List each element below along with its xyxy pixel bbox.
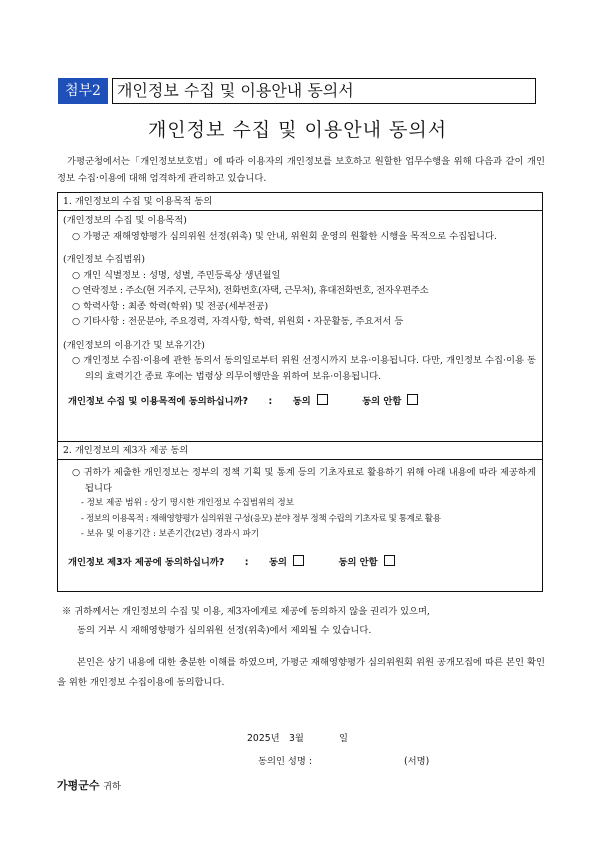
- signature-label: 동의인 성명 :: [258, 756, 312, 767]
- period-item: ○ 개인정보 수집·이용에 관한 동의서 동의일로부터 위원 선정시까지 보유·이용됩니다. 다만, 개인정보 수집·이용 동의의 효력기간 종료 후에는 법령상 의무이행만을 위하여 보유·이용됩니다.: [72, 355, 536, 382]
- third-party-sub-item: - 보유 및 이용기간 : 보존기간(2년) 경과시 파기: [81, 529, 260, 539]
- third-party-sub-item: - 정보 제공 범위 : 상기 명시한 개인정보 수집범위의 정보: [81, 498, 295, 508]
- recipient: [57, 777, 121, 793]
- question-text: 개인정보 수집 및 이용목적에 동의하십니까?: [68, 396, 248, 407]
- page-title: 개인정보 수집 및 이용안내 동의서: [147, 119, 448, 141]
- disagree-checkbox[interactable]: [407, 394, 418, 405]
- disagree-label: 동의 안함: [338, 556, 378, 568]
- scope-heading: (개인정보 수집범위): [63, 254, 146, 265]
- colon: :: [244, 556, 249, 568]
- date-year: 2025년: [247, 733, 280, 744]
- disagree-checkbox[interactable]: [384, 555, 395, 566]
- rights-note: [62, 602, 542, 640]
- agree-checkbox[interactable]: [293, 555, 304, 566]
- scope-item: ○ 기타사항 : 전문분야, 주요경력, 자격사항, 학력, 위원회・자문활동, 주요저서 등: [72, 316, 404, 327]
- period-heading: (개인정보의 이용기간 및 보유기간): [63, 339, 205, 351]
- collection-consent-question: [63, 394, 536, 410]
- scope-item: ○ 개인 식별정보 : 성명, 성별, 주민등록상 생년월일: [72, 269, 281, 281]
- note-line: ※ 귀하께서는 개인정보의 수집 및 이용, 제3자에게로 제공에 동의하지 않을 권리가 있으며,: [62, 606, 430, 617]
- purpose-heading: (개인정보의 수집 및 이용목적): [63, 215, 187, 226]
- agree-label: 동의: [292, 396, 311, 407]
- intro-paragraph: 가평군청에서는「개인정보보호법」에 따라 이용자의 개인정보를 보호하고 원할한 업무수행을 위해 다음과 같이 개인정보 수집·이용에 대해 엄격하게 관리하고 있습니다.: [57, 156, 545, 184]
- scope-item: ○ 연락정보 : 주소(현 거주지, 근무처), 전화번호(자택, 근무처), 휴대전화번호, 전자우편주소: [72, 285, 429, 296]
- attachment-title: 개인정보 수집 및 이용안내 동의서: [112, 78, 536, 104]
- date-month: 3월: [289, 733, 304, 744]
- section1-header: 1. 개인정보의 수집 및 이용목적 동의: [58, 193, 542, 211]
- third-party-sub-item: - 정보의 이용목적 : 재해영향평가 심의위원 구성(응모) 분야 정부 정책 수립의 기초자료 및 통계로 활용: [81, 513, 441, 524]
- recipient-suffix: 귀하: [103, 781, 121, 792]
- purpose-item: ○ 가평군 재해영향평가 심의위원 선정(위촉) 및 안내, 위원회 운영의 원활한 시행을 목적으로 수집됩니다.: [72, 230, 497, 242]
- agree-label: 동의: [269, 556, 287, 568]
- section2-header: 2. 개인정보의 제3자 제공 동의: [58, 442, 542, 460]
- section-collection-consent: [57, 192, 543, 442]
- signature-mark: (서명): [404, 756, 430, 767]
- scope-item: ○ 학력사항 : 최종 학력(학위) 및 전공(세부전공): [72, 300, 269, 312]
- section-third-party-consent: [57, 441, 543, 592]
- colon: :: [268, 396, 273, 407]
- third-party-item: ○ 귀하가 제출한 개인정보는 정부의 정책 기획 및 통계 등의 기초자료로 활용하기 위해 아래 내용에 따라 제공하게 됩니다: [72, 467, 536, 494]
- third-party-consent-question: [63, 555, 536, 571]
- confirmation-paragraph: 본인은 상기 내용에 대한 충분한 이해를 하였으며, 가평군 재해영향평가 심의위원회 위원 공개모집에 따른 본인 확인을 위한 개인정보 수집이용에 동의합니다.: [57, 657, 545, 688]
- question-text: 개인정보 제3자 제공에 동의하십니까?: [68, 556, 225, 568]
- note-line: 동의 거부 시 재해영향평가 심의위원 선정(위촉)에서 제외될 수 있습니다.: [77, 625, 372, 636]
- date-day: 일: [339, 733, 348, 744]
- attachment-header: [58, 78, 536, 104]
- attachment-tag: 첨부2: [58, 78, 108, 104]
- agree-checkbox[interactable]: [317, 394, 328, 405]
- disagree-label: 동의 안함: [362, 396, 402, 407]
- recipient-name: 가평군수: [57, 779, 100, 792]
